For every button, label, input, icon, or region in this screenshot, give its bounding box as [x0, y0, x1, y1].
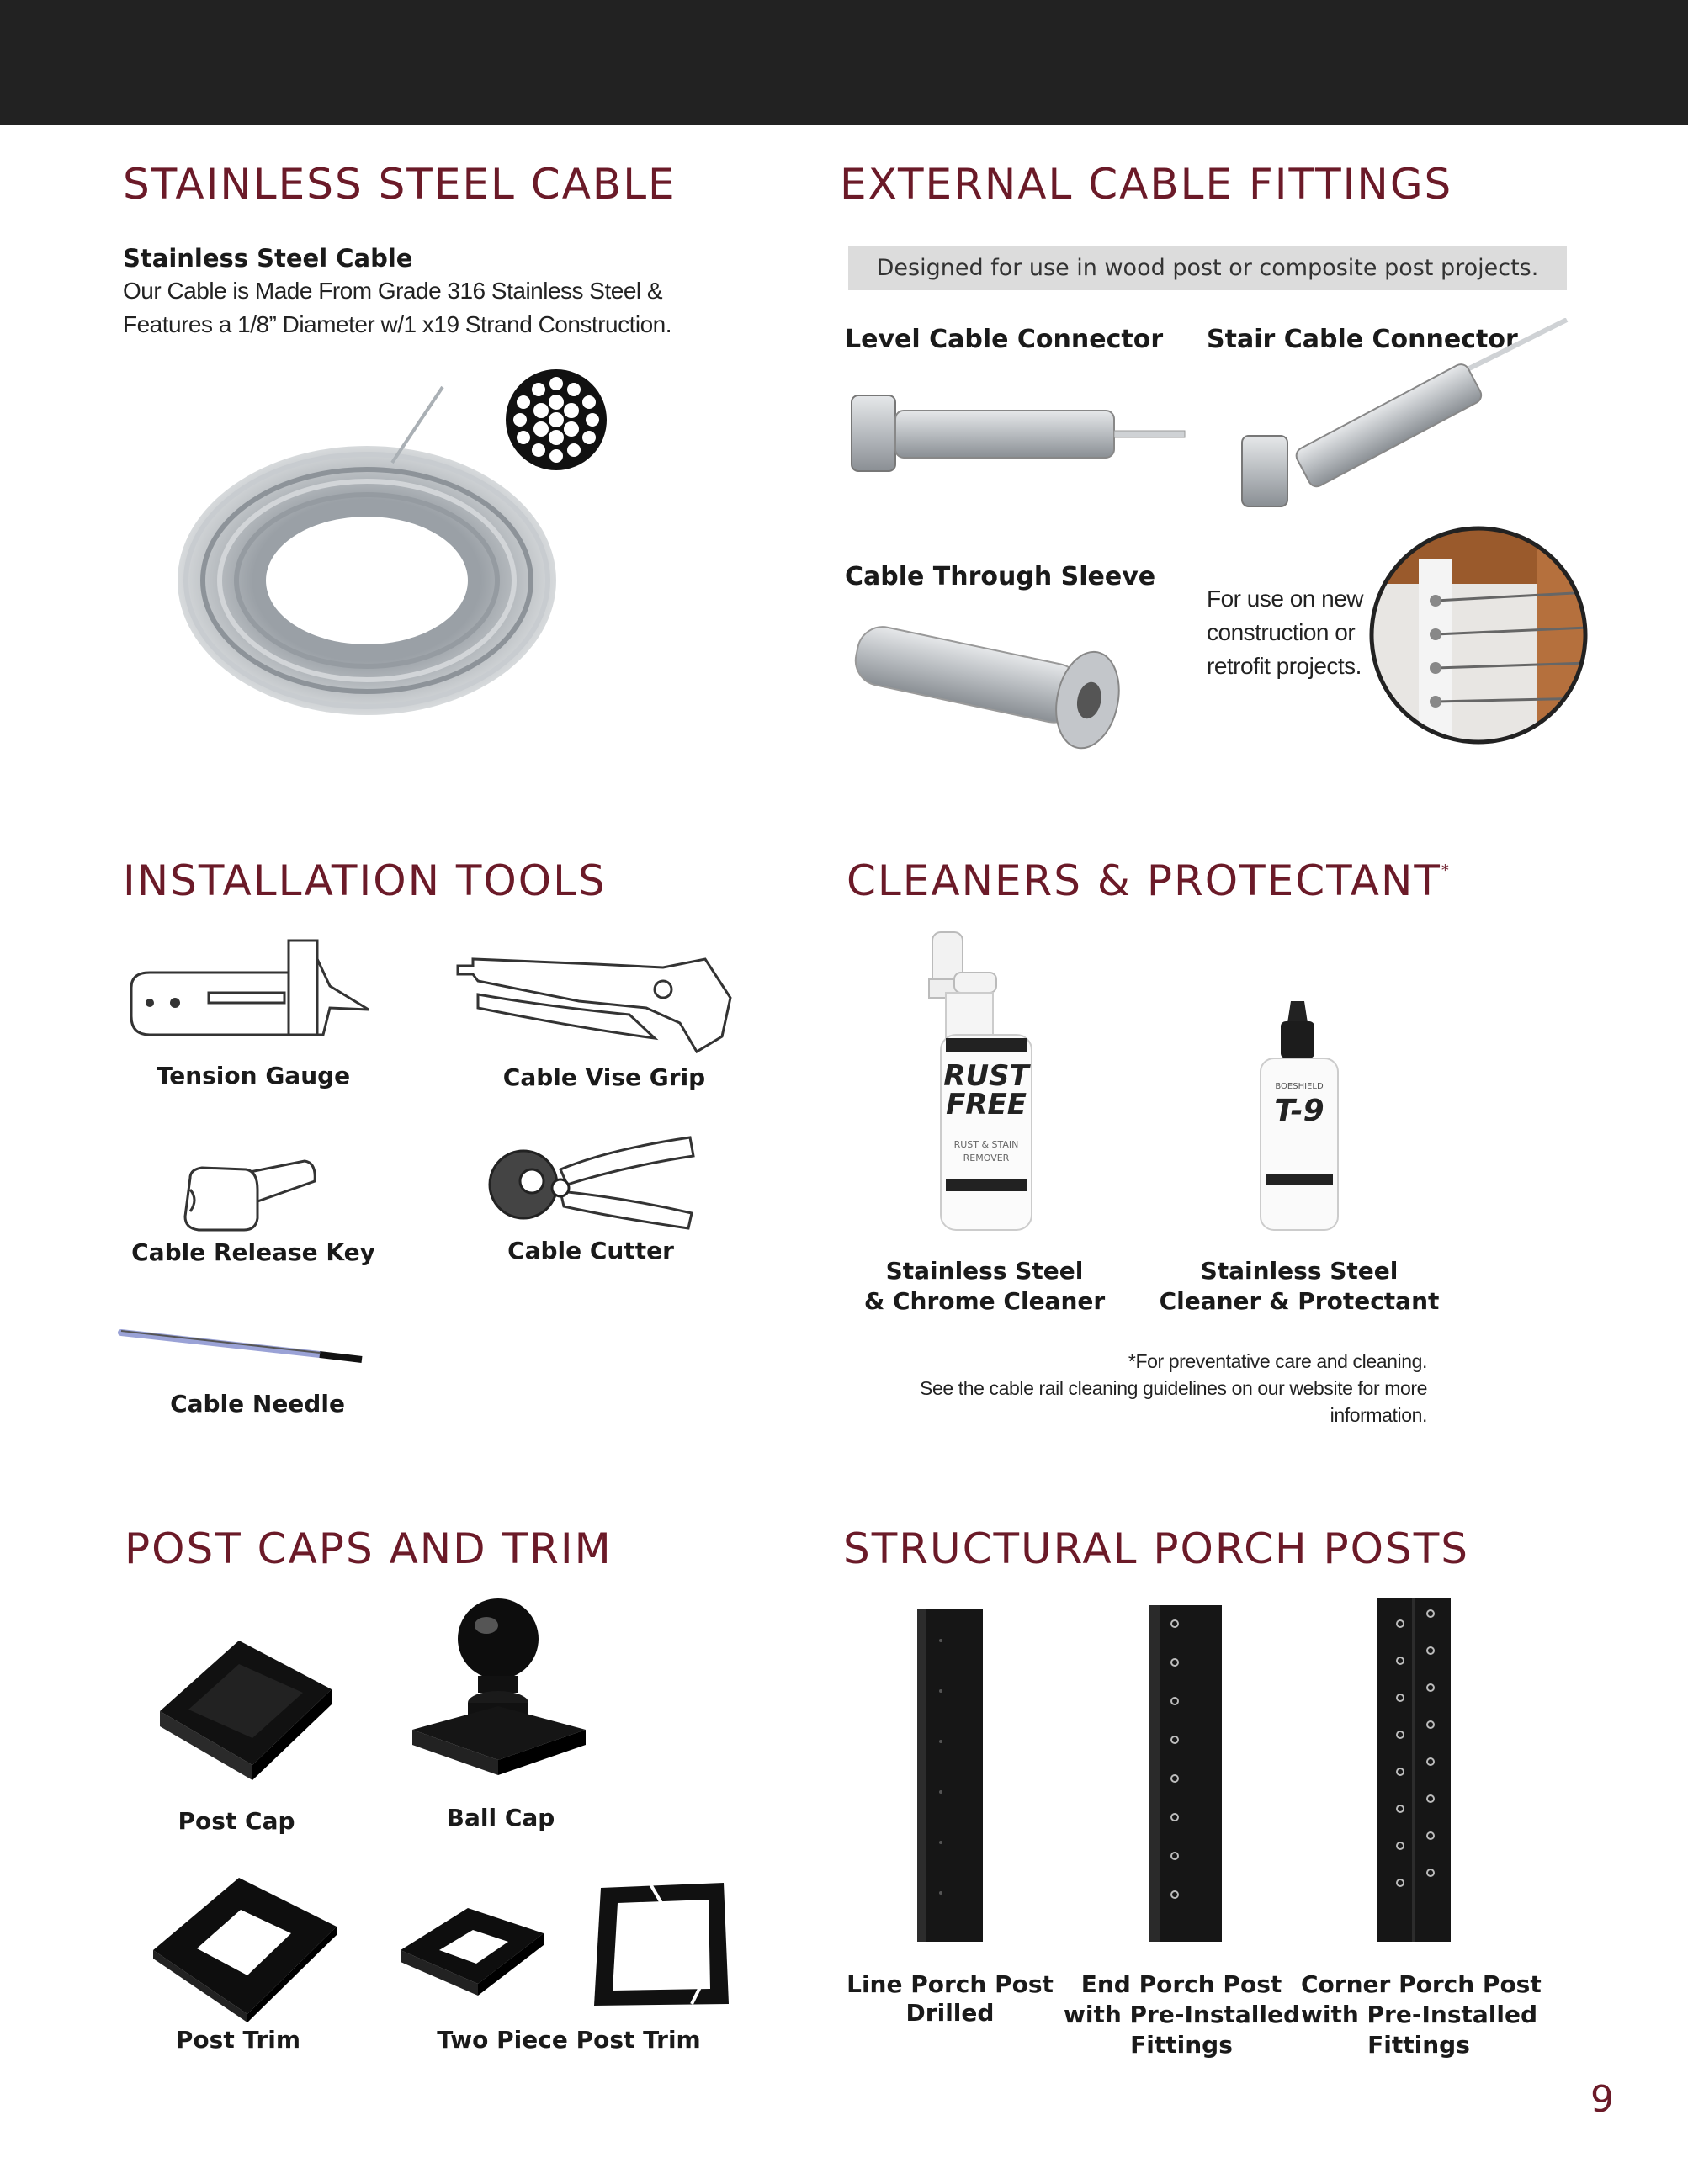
- cable-release-key-image: [173, 1153, 320, 1237]
- end-porch-post-label-2: with Pre-Installed: [1064, 2001, 1300, 2028]
- level-connector-image: [850, 389, 1186, 481]
- t9-brand: T-9: [1274, 1094, 1324, 1128]
- top-bar: [0, 0, 1688, 125]
- rust-free-brand-1: RUST: [943, 1059, 1029, 1093]
- cable-cutter-image: [483, 1132, 697, 1230]
- two-piece-post-trim-label: Two Piece Post Trim: [437, 2026, 701, 2054]
- end-porch-post-label-3: Fittings: [1130, 2031, 1233, 2059]
- cleaners-note-1: *For preventative care and cleaning.: [1128, 1350, 1427, 1372]
- stair-connector-image: [1234, 318, 1570, 520]
- fittings-banner: Designed for use in wood post or composite post projects.: [848, 246, 1567, 290]
- posts-heading: STRUCTURAL PORCH POSTS: [843, 1524, 1470, 1573]
- post-trim-label: Post Trim: [175, 2026, 301, 2054]
- sleeve-label: Cable Through Sleeve: [845, 562, 1156, 591]
- cable-vise-grip-label: Cable Vise Grip: [502, 1063, 706, 1091]
- cleaners-asterisk: *: [1441, 861, 1451, 879]
- cleaners-note-2: See the cable rail cleaning guidelines on our website for more information.: [920, 1377, 1427, 1426]
- rust-free-sub-2: REMOVER: [963, 1153, 1010, 1164]
- stair-connector-label: Stair Cable Connector: [1207, 325, 1518, 354]
- cleaner-1-label-2: & Chrome Cleaner: [863, 1287, 1106, 1315]
- sleeve-note-1: For use on new: [1207, 586, 1363, 612]
- cable-cutter-label: Cable Cutter: [507, 1237, 674, 1264]
- page-number: 9: [1590, 2078, 1614, 2121]
- ball-cap-label: Ball Cap: [446, 1804, 555, 1831]
- cable-cross-section-icon: [503, 367, 609, 473]
- cable-needle-label: Cable Needle: [170, 1390, 345, 1418]
- corner-porch-post-label-3: Fittings: [1367, 2031, 1470, 2059]
- tools-heading: INSTALLATION TOOLS: [123, 856, 607, 905]
- cleaners-heading-text: CLEANERS & PROTECTANT: [847, 856, 1441, 905]
- corner-porch-post-image: [1375, 1597, 1452, 1943]
- cable-vise-grip-image: [453, 947, 735, 1057]
- line-porch-post-label-1: Line Porch Post: [847, 1970, 1054, 1998]
- rust-free-brand-2: FREE: [946, 1088, 1027, 1121]
- end-porch-post-label-1: End Porch Post: [1080, 1970, 1282, 1998]
- rust-free-sub-1: RUST & STAIN: [953, 1139, 1019, 1150]
- post-cap-image: [155, 1639, 335, 1782]
- line-porch-post-label-2: Drilled: [905, 1999, 995, 2027]
- cable-heading: STAINLESS STEEL CABLE: [123, 160, 677, 209]
- cleaners-heading: [847, 856, 1451, 905]
- rust-free-bottle-image: [924, 925, 1042, 1233]
- fittings-heading: EXTERNAL CABLE FITTINGS: [840, 160, 1453, 209]
- cable-sleeve-image: [845, 607, 1144, 766]
- cleaner-2-label-2: Cleaner & Protectant: [1159, 1287, 1440, 1315]
- tension-gauge-label: Tension Gauge: [156, 1062, 351, 1089]
- sleeve-note-2: construction or: [1207, 619, 1356, 645]
- cable-release-key-label: Cable Release Key: [131, 1238, 375, 1266]
- cleaner-2-label-1: Stainless Steel: [1200, 1257, 1399, 1285]
- cable-description-2: Features a 1/8” Diameter w/1 x19 Strand Construction.: [123, 311, 672, 337]
- cleaner-1-label-1: Stainless Steel: [885, 1257, 1084, 1285]
- cable-description-1: Our Cable is Made From Grade 316 Stainless Steel &: [123, 278, 663, 304]
- sleeve-note-3: retrofit projects.: [1207, 653, 1362, 679]
- cable-subtitle: Stainless Steel Cable: [123, 244, 413, 273]
- cable-needle-image: [118, 1326, 365, 1365]
- two-piece-post-trim-image: [397, 1879, 730, 2022]
- post-cap-label: Post Cap: [178, 1807, 295, 1835]
- retrofit-photo: [1368, 525, 1589, 745]
- corner-porch-post-label-1: Corner Porch Post: [1301, 1970, 1542, 1998]
- end-porch-post-image: [1148, 1604, 1224, 1943]
- post-trim-image: [148, 1874, 340, 2022]
- level-connector-label: Level Cable Connector: [845, 325, 1164, 354]
- ball-cap-image: [409, 1595, 589, 1777]
- caps-heading: POST CAPS AND TRIM: [125, 1524, 613, 1573]
- t9-bottle-image: [1254, 998, 1345, 1233]
- t9-sub: BOESHIELD: [1275, 1082, 1324, 1091]
- tension-gauge-image: [125, 936, 382, 1040]
- corner-porch-post-label-2: with Pre-Installed: [1301, 2001, 1537, 2028]
- line-porch-post-image: [916, 1607, 985, 1943]
